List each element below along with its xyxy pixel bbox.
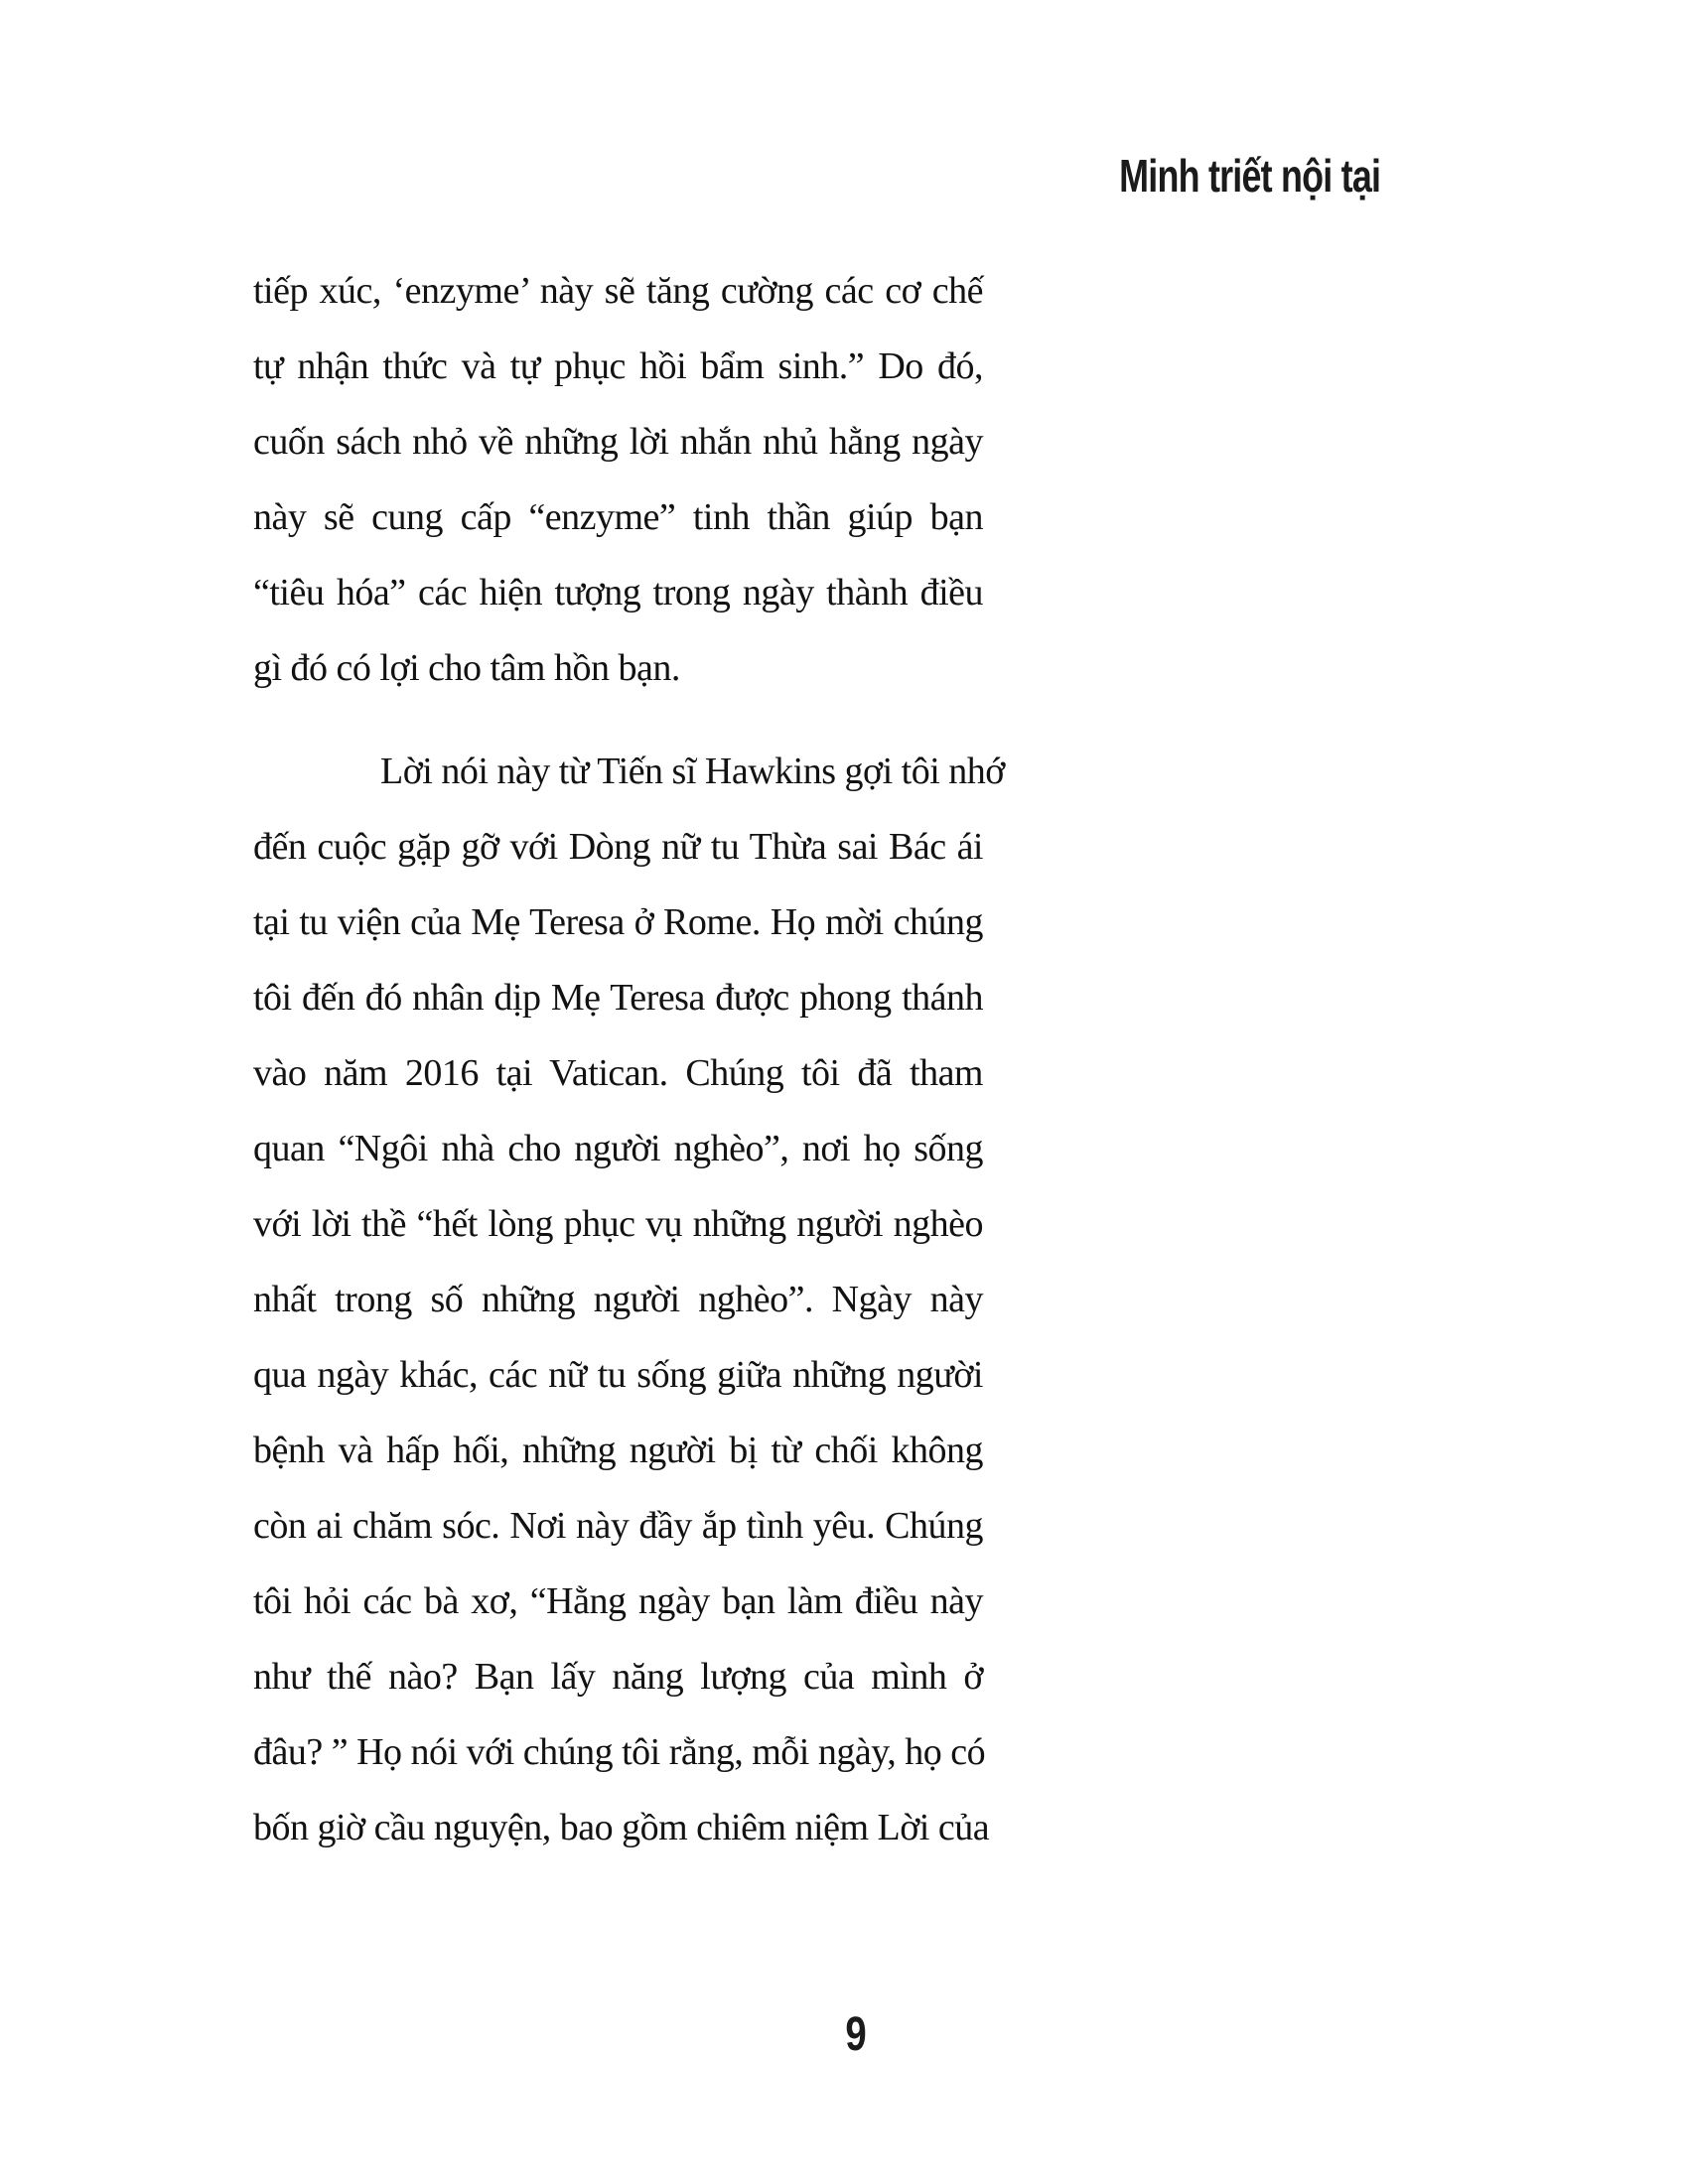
paragraph [253, 734, 1005, 1865]
text-line: đâu? ” Họ nói với chúng tôi rằng, mỗi ngày, họ có [253, 1731, 986, 1773]
text-line: tôi hỏi các bà xơ, “Hằng ngày bạn làm điều này [253, 1580, 983, 1622]
text-line: quan “Ngôi nhà cho người nghèo”, nơi họ sống [253, 1128, 983, 1169]
text-line: qua ngày khác, các nữ tu sống giữa những người [253, 1354, 983, 1396]
text-line: tiếp xúc, ‘enzyme’ này sẽ tăng cường các cơ chế [253, 270, 983, 312]
text-line: đến cuộc gặp gỡ với Dòng nữ tu Thừa sai Bác ái [253, 826, 983, 868]
text-line: này sẽ cung cấp “enzyme” tinh thần giúp bạn [253, 496, 983, 538]
text-line: cuốn sách nhỏ về những lời nhắn nhủ hằng ngày [253, 421, 983, 463]
text-line: bệnh và hấp hối, những người bị từ chối không [253, 1430, 983, 1471]
text-line: “tiêu hóa” các hiện tượng trong ngày thành điều [253, 572, 983, 614]
text-line: vào năm 2016 tại Vatican. Chúng tôi đã tham [253, 1052, 983, 1094]
text-line: với lời thề “hết lòng phục vụ những người nghèo [253, 1203, 983, 1245]
text-line: nhất trong số những người nghèo”. Ngày này [253, 1279, 983, 1320]
text-line: tại tu viện của Mẹ Teresa ở Rome. Họ mời chúng [253, 901, 983, 943]
body-text-block [253, 253, 1005, 1865]
page-number: 9 [845, 2008, 867, 2061]
text-line: Lời nói này từ Tiến sĩ Hawkins gợi tôi nhớ [380, 751, 1005, 792]
text-line: còn ai chăm sóc. Nơi này đầy ắp tình yêu. Chúng [253, 1505, 983, 1547]
text-line: bốn giờ cầu nguyện, bao gồm chiêm niệm Lời của [253, 1807, 990, 1848]
paragraph [253, 253, 983, 706]
text-line: như thế nào? Bạn lấy năng lượng của mình ở [253, 1656, 983, 1698]
running-header-title: Minh triết nội tại [1118, 150, 1380, 202]
text-line: gì đó có lợi cho tâm hồn bạn. [253, 647, 680, 689]
text-line: tự nhận thức và tự phục hồi bẩm sinh.” Do đó, [253, 345, 983, 387]
text-line: tôi đến đó nhân dịp Mẹ Teresa được phong thánh [253, 977, 983, 1019]
